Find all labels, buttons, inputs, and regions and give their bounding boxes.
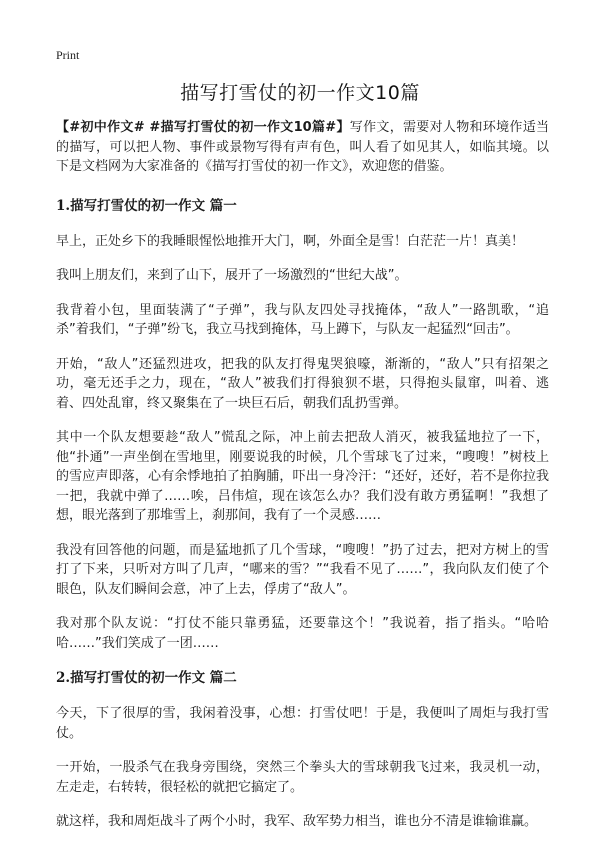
intro-text: 写作文，需要对人物和环境作适当的描写，可以把人物、事件或景物写得有声有色，叫人看了如见其人，如临其境。以下是文档网为大家准备的《描写打雪仗的初一作文》，欢迎您的借鉴。: [56, 120, 549, 174]
page-title: 描写打雪仗的初一作文10篇: [180, 82, 420, 104]
section-1-paragraph-6: 我没有回答他的问题，而是猛地抓了几个雪球，“嗖嗖！”扔了过去，把对方树上的雪打了下来，只听对方叫了几声，“哪来的雪？”“我看不见了……”，我向队友们使了个眼色，队友们瞬间会意，冲了上去，俘虏了“敌人”。: [56, 542, 549, 597]
section-1-paragraph-4: 开始，“敌人”还猛烈进攻，把我的队友打得鬼哭狼嚎，渐渐的，“敌人”只有招架之功，毫无还手之力，现在，“敌人”被我们打得狼狈不堪，只得抱头鼠窜，叫着、逃着、四处乱窜，终又聚集在了一块巨石后，朝我们乱扔雪弹。: [56, 356, 549, 411]
section-2-paragraph-1: 今天，下了很厚的雪，我闲着没事，心想：打雪仗吧！于是，我便叫了周炬与我打雪仗。: [56, 706, 549, 741]
section-heading-2: 2.描写打雪仗的初一作文 篇二: [56, 670, 237, 686]
section-heading-1: 1.描写打雪仗的初一作文 篇一: [56, 197, 237, 214]
section-1-paragraph-2: 我叫上朋友们，来到了山下，展开了一场激烈的“世纪大战”。: [56, 268, 408, 283]
intro-paragraph: [56, 118, 549, 177]
intro-tag: 【#初中作文# #描写打雪仗的初一作文10篇#】: [56, 120, 350, 135]
print-link[interactable]: Print: [56, 48, 80, 62]
article-body: [56, 118, 549, 847]
section-1-paragraph-7: 我对那个队友说：“打仗不能只靠勇猛，还要靠这个！”我说着，指了指头。“哈哈哈……”我们笑成了一团……: [56, 616, 549, 651]
section-2-paragraph-3: 就这样，我和周炬战斗了两个小时，我军、敌军势力相当，谁也分不清是谁输谁赢。: [56, 814, 538, 829]
section-2-paragraph-2: 一开始，一股杀气在我身旁围绕，突然三个拳头大的雪球朝我飞过来，我灵机一动，左走走，右转转，很轻松的就把它搞定了。: [56, 760, 549, 795]
section-1-paragraph-1: 早上，正处乡下的我睡眼惺忪地推开大门，啊，外面全是雪！白茫茫一片！真美！: [56, 233, 525, 249]
section-1-paragraph-5: 其中一个队友想要趁“敌人”慌乱之际，冲上前去把敌人消灭，被我猛地拉了一下，他“扑通”一声坐倒在雪地里，刚要说我的时候，几个雪球飞了过来，“嗖嗖！”树枝上的雪应声即落，心有余悸地拍了拍胸脯，吓出一身冷汗：“还好，还好，若不是你拉我一把，我就中弹了……唉，吕伟煊，现在该怎么办？我们没有敢方勇猛啊！”我想了想，眼光落到了那堆雪上，刹那间，我有了一个灵感……: [56, 430, 549, 523]
section-1-paragraph-3: 我背着小包，里面装满了“子弹”，我与队友四处寻找掩体，“敌人”一路凯歌，“追杀”着我们，“子弹”纷飞，我立马找到掩体，马上蹲下，与队友一起猛烈“回击”。: [56, 302, 549, 337]
